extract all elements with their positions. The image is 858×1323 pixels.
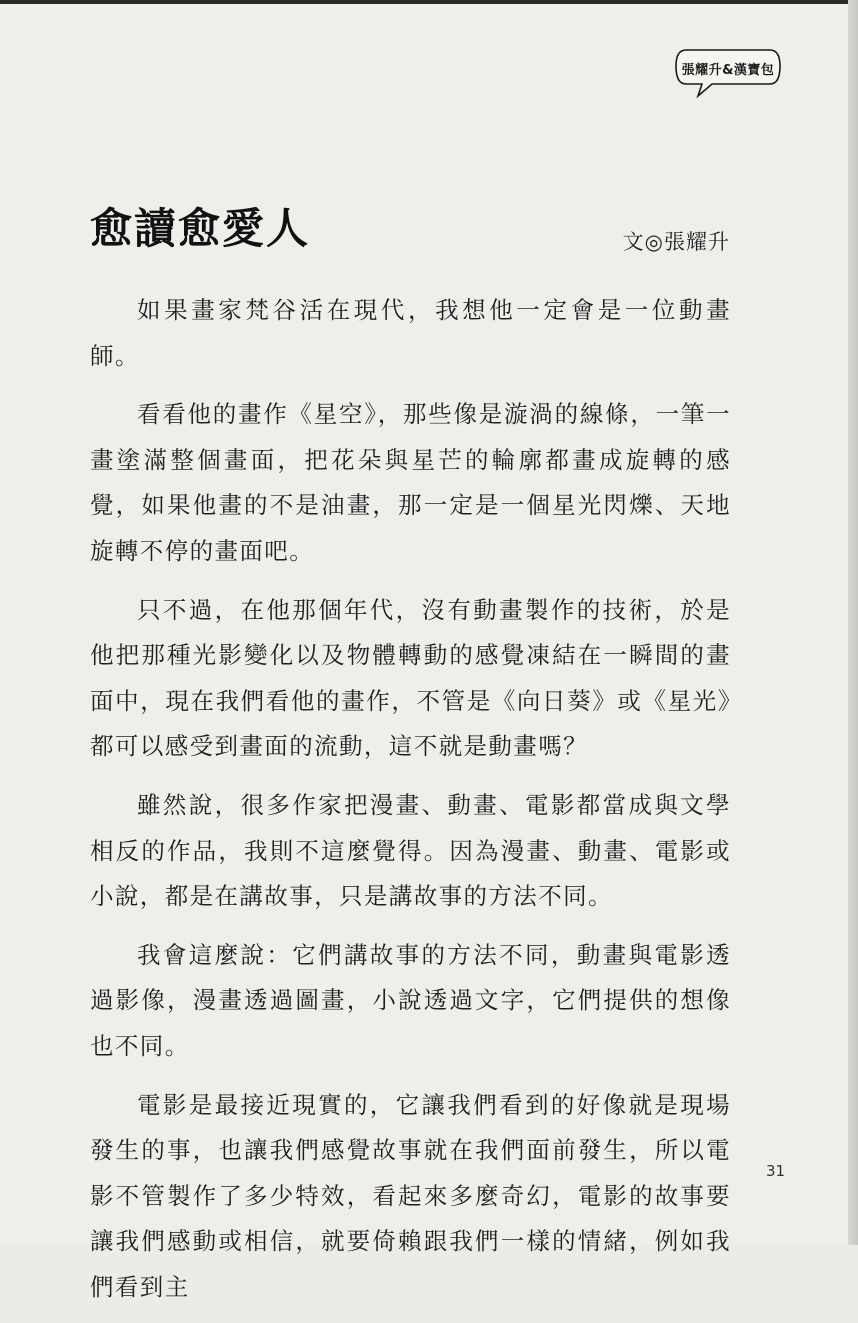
article-byline: 文◎張耀升 xyxy=(622,230,730,254)
paragraph: 雖然說，很多作家把漫畫、動畫、電影都當成與文學相反的作品，我則不這麼覺得。因為漫畫、動畫、電影或小說，都是在講故事，只是講故事的方法不同。 xyxy=(90,790,731,911)
author-tag: 張耀升&漢寶包 xyxy=(681,63,775,78)
paragraph: 電影是最接近現實的，它讓我們看到的好像就是現場發生的事，也讓我們感覺故事就在我們面前發生，所以電影不管製作了多少特效，看起來多麼奇幻，電影的故事要讓我們感動或相信，就要倚賴跟我們一樣的情緒，例如我們看到主 xyxy=(90,1090,731,1301)
article-body xyxy=(90,288,731,1323)
paragraph: 如果畫家梵谷活在現代，我想他一定會是一位動畫師。 xyxy=(90,296,731,370)
article-title: 愈讀愈愛人 xyxy=(90,204,311,253)
page-number: 31 xyxy=(766,1162,786,1180)
paragraph: 我會這麼說：它們講故事的方法不同，動畫與電影透過影像，漫畫透過圖畫，小說透過文字，它們提供的想像也不同。 xyxy=(90,940,731,1060)
paragraph: 看看他的畫作《星空》，那些像是漩渦的線條，一筆一畫塗滿整個畫面，把花朵與星芒的輪廓都畫成旋轉的感覺，如果他畫的不是油畫，那一定是一個星光閃爍、天地旋轉不停的畫面吧。 xyxy=(90,400,731,565)
paragraph: 只不過，在他那個年代，沒有動畫製作的技術，於是他把那種光影變化以及物體轉動的感覺凍結在一瞬間的畫面中，現在我們看他的畫作，不管是《向日葵》或《星光》都可以感受到畫面的流動，這不就是動畫嗎？ xyxy=(90,595,731,761)
author-speech-bubble xyxy=(672,46,784,98)
scan-right-edge xyxy=(848,0,858,1245)
